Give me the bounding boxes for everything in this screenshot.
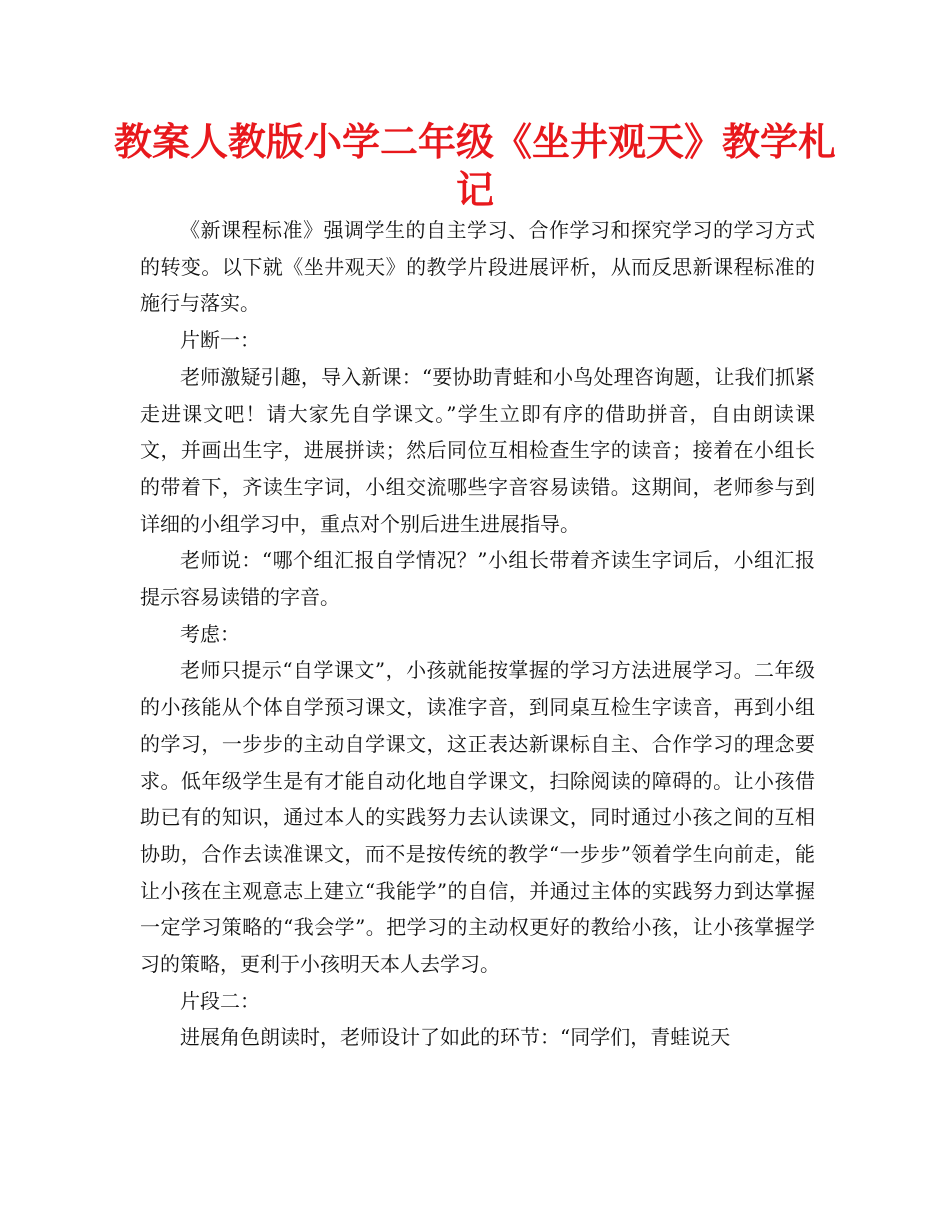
section-heading-fragment-2: 片段二： [180, 988, 260, 1013]
fragment-1-report-paragraph: 老师说：“哪个组汇报自学情况？”小组长带着齐读生字词后，小组汇报提示容易读错的字音。 [140, 548, 815, 610]
section-heading-reflection: 考虑： [180, 621, 240, 646]
fragment-1-paragraph: 老师激疑引趣，导入新课：“要协助青蛙和小鸟处理咨询题，让我们抓紧走进课文吧！请大家先自学课文。”学生立即有序的借助拼音，自由朗读课文，并画出生字，进展拼读；然后同位互相检查生字的读音；接着在小组长的带着下，齐读生字词，小组交流哪些字音容易读错。这期间，老师参与到详细的小组学习中，重点对个别后进生进展指导。 [140, 364, 815, 536]
intro-paragraph: 《新课程标准》强调学生的自主学习、合作学习和探究学习的学习方式的转变。以下就《坐井观天》的教学片段进展评析，从而反思新课程标准的施行与落实。 [140, 218, 815, 316]
document-title: 教案人教版小学二年级《坐井观天》教学札记 [113, 120, 836, 212]
reflection-paragraph: 老师只提示“自学课文”，小孩就能按掌握的学习方法进展学习。二年级的小孩能从个体自学预习课文，读准字音，到同桌互检生字读音，再到小组的学习，一步步的主动自学课文，这正表达新课标自主、合作学习的理念要求。低年级学生是有才能自动化地自学课文，扫除阅读的障碍的。让小孩借助已有的知识，通过本人的实践努力去认读课文，同时通过小孩之间的互相协助，合作去读准课文，而不是按传统的教学“一步步”领着学生向前走，能让小孩在主观意志上建立“我能学”的自信，并通过主体的实践努力到达掌握一定学习策略的“我会学”。把学习的主动权更好的教给小孩，让小孩掌握学习的策略，更利于小孩明天本人去学习。 [140, 658, 815, 977]
fragment-2-paragraph: 进展角色朗读时，老师设计了如此的环节：“同学们，青蛙说天 [180, 1025, 731, 1050]
section-heading-fragment-1: 片断一： [180, 328, 260, 353]
document-body [140, 212, 815, 1056]
